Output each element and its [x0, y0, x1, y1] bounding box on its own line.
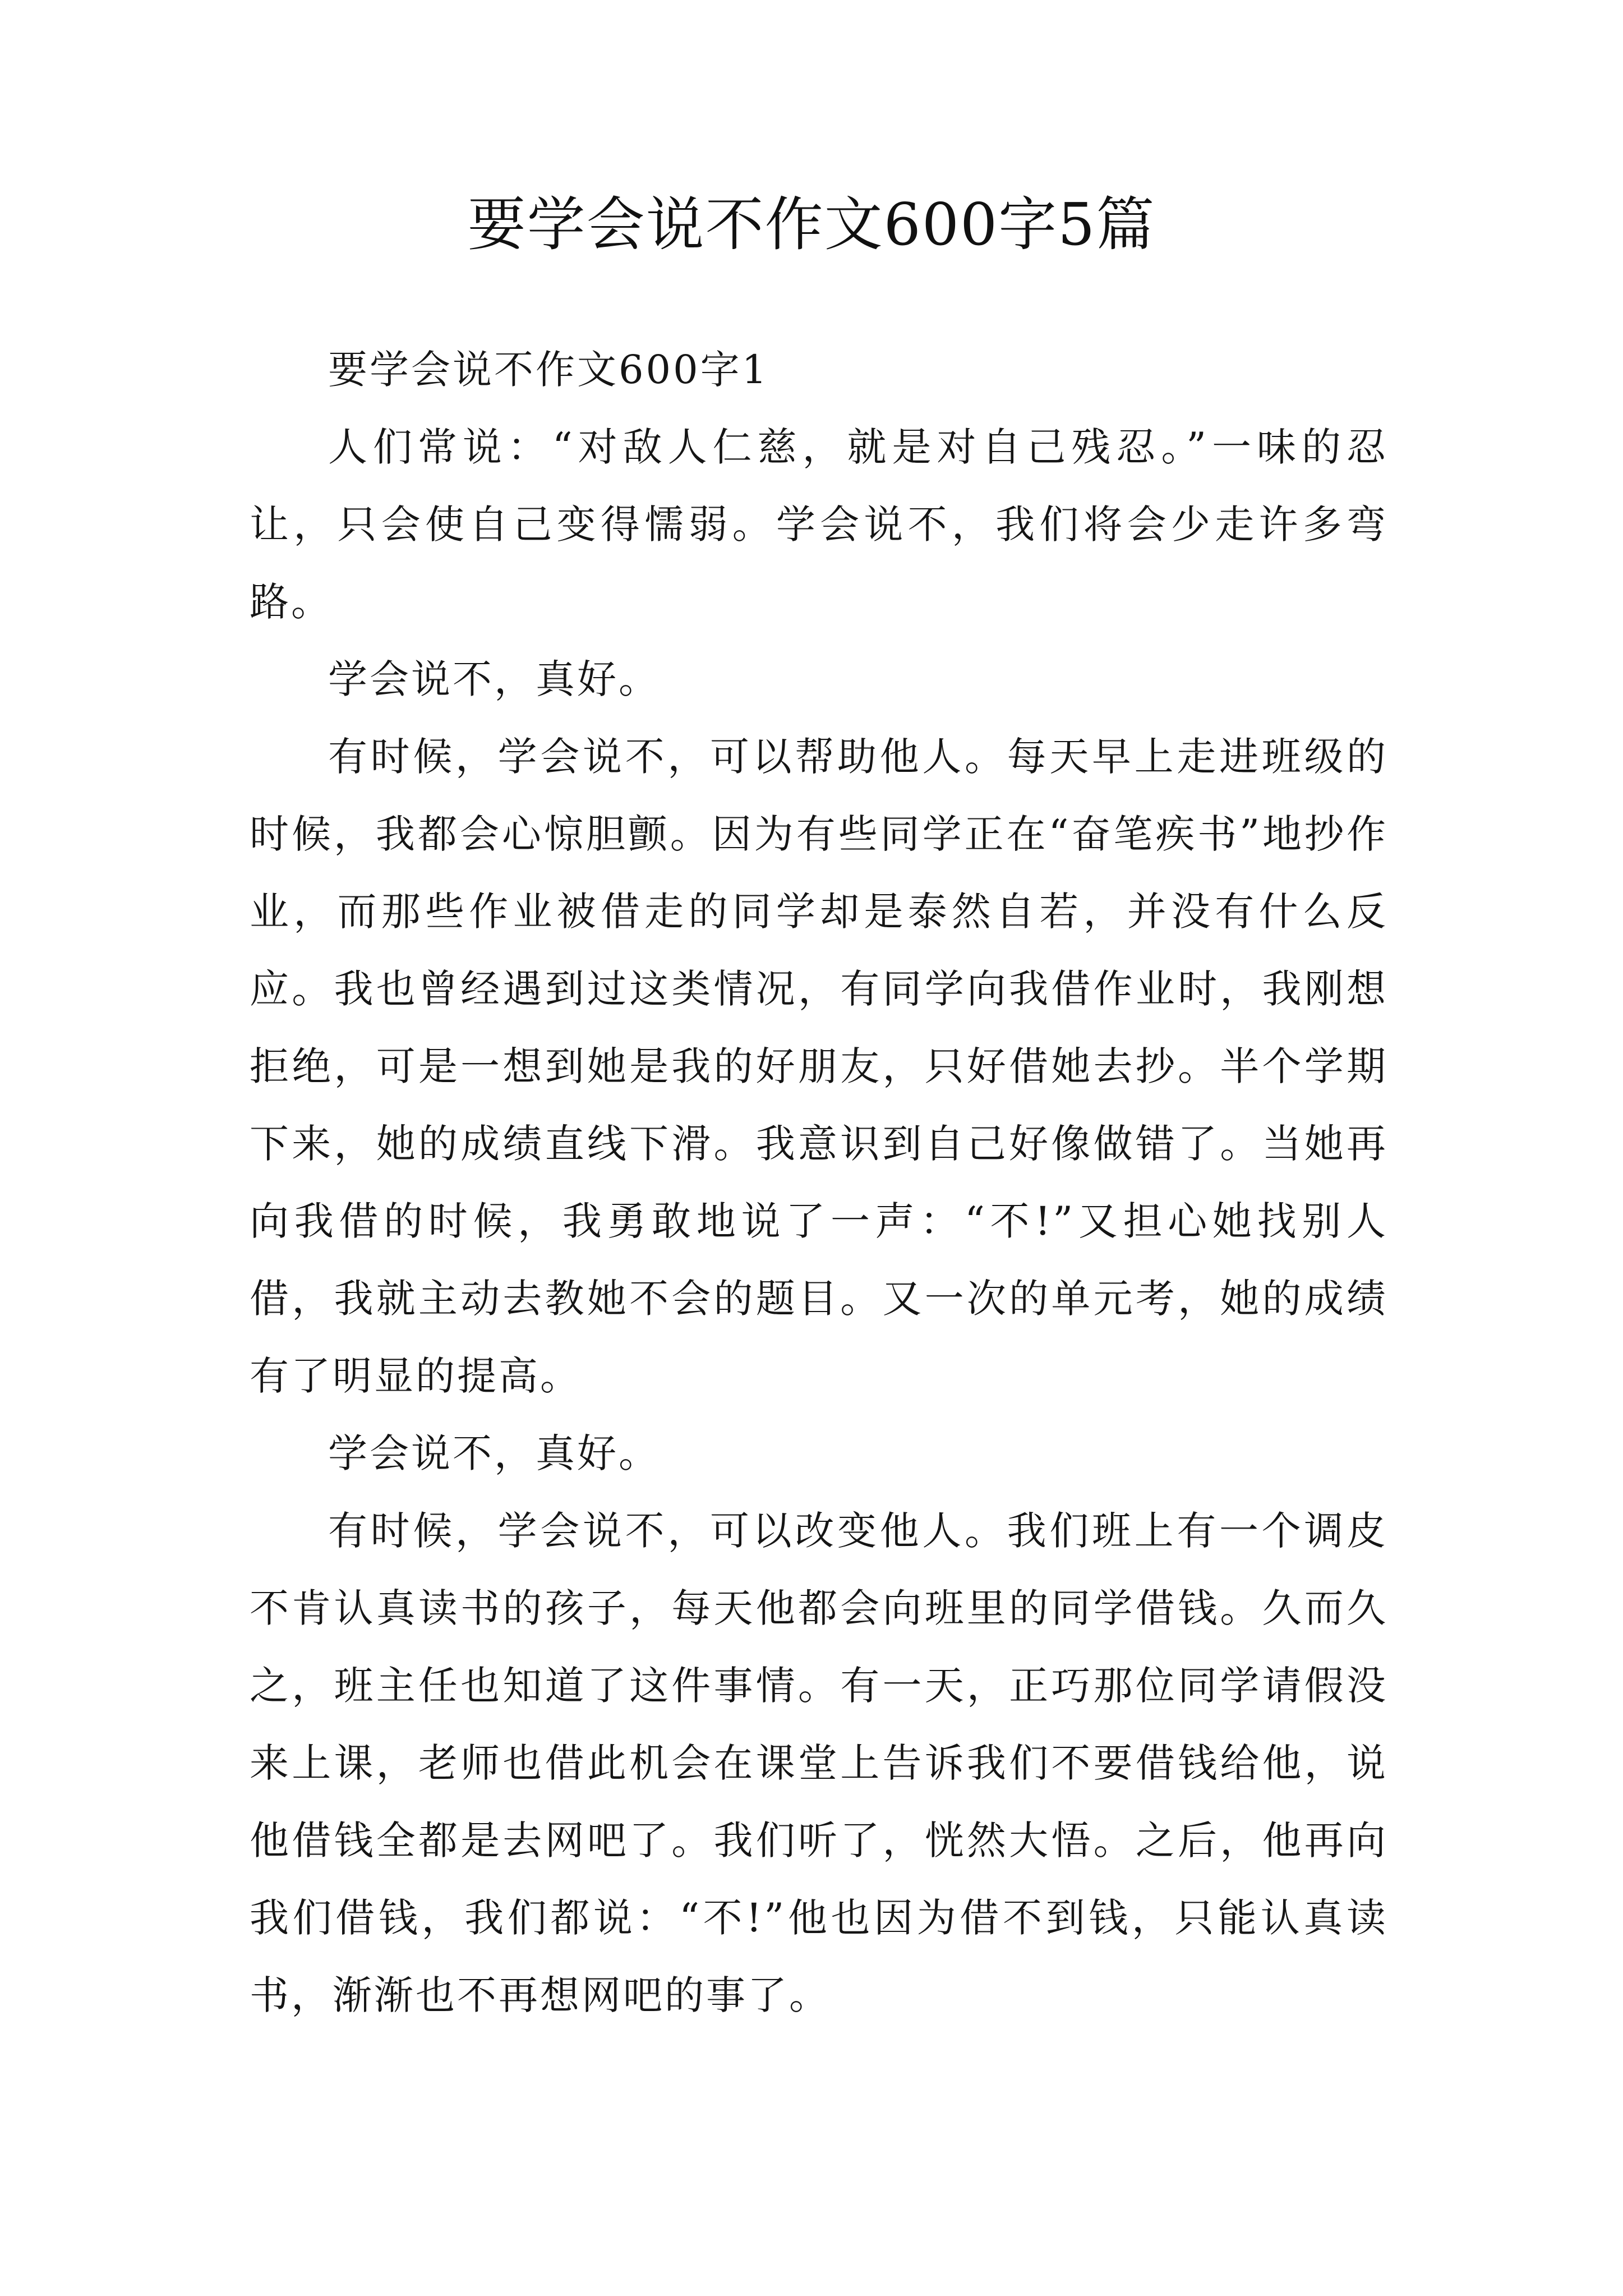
- paragraph: 学会说不，真好。: [328, 1430, 660, 1476]
- document-title: 要学会说不作文600字5篇: [467, 190, 1156, 259]
- paragraph: 人们常说：“对敌人仁慈，就是对自己残忍。”一味的忍让，只会使自己变得懦弱。学会说不，我们将会少走许多弯路。: [250, 424, 1388, 625]
- paragraph: 有时候，学会说不，可以改变他人。我们班上有一个调皮不肯认真读书的孩子，每天他都会向班里的同学借钱。久而久之，班主任也知道了这件事情。有一天，正巧那位同学请假没来上课，老师也借此机会在课堂上告诉我们不要借钱给他，说他借钱全都是去网吧了。我们听了，恍然大悟。之后，他再向我们借钱，我们都说：“不!”他也因为借不到钱，只能认真读书，渐渐也不再想网吧的事了。: [250, 1508, 1388, 2018]
- document-body: [250, 331, 1388, 2034]
- paragraph: 有时候，学会说不，可以帮助他人。每天早上走进班级的时候，我都会心惊胆颤。因为有些同学正在“奋笔疾书”地抄作业，而那些作业被借走的同学却是泰然自若，并没有什么反应。我也曾经遇到过这类情况，有同学向我借作业时，我刚想拒绝，可是一想到她是我的好朋友，只好借她去抄。半个学期下来，她的成绩直线下滑。我意识到自己好像做错了。当她再向我借的时候，我勇敢地说了一声：“不!”又担心她找别人借，我就主动去教她不会的题目。又一次的单元考，她的成绩有了明显的提高。: [250, 734, 1388, 1399]
- section-heading: 要学会说不作文600字1: [328, 347, 769, 393]
- paragraph: 学会说不，真好。: [328, 656, 660, 702]
